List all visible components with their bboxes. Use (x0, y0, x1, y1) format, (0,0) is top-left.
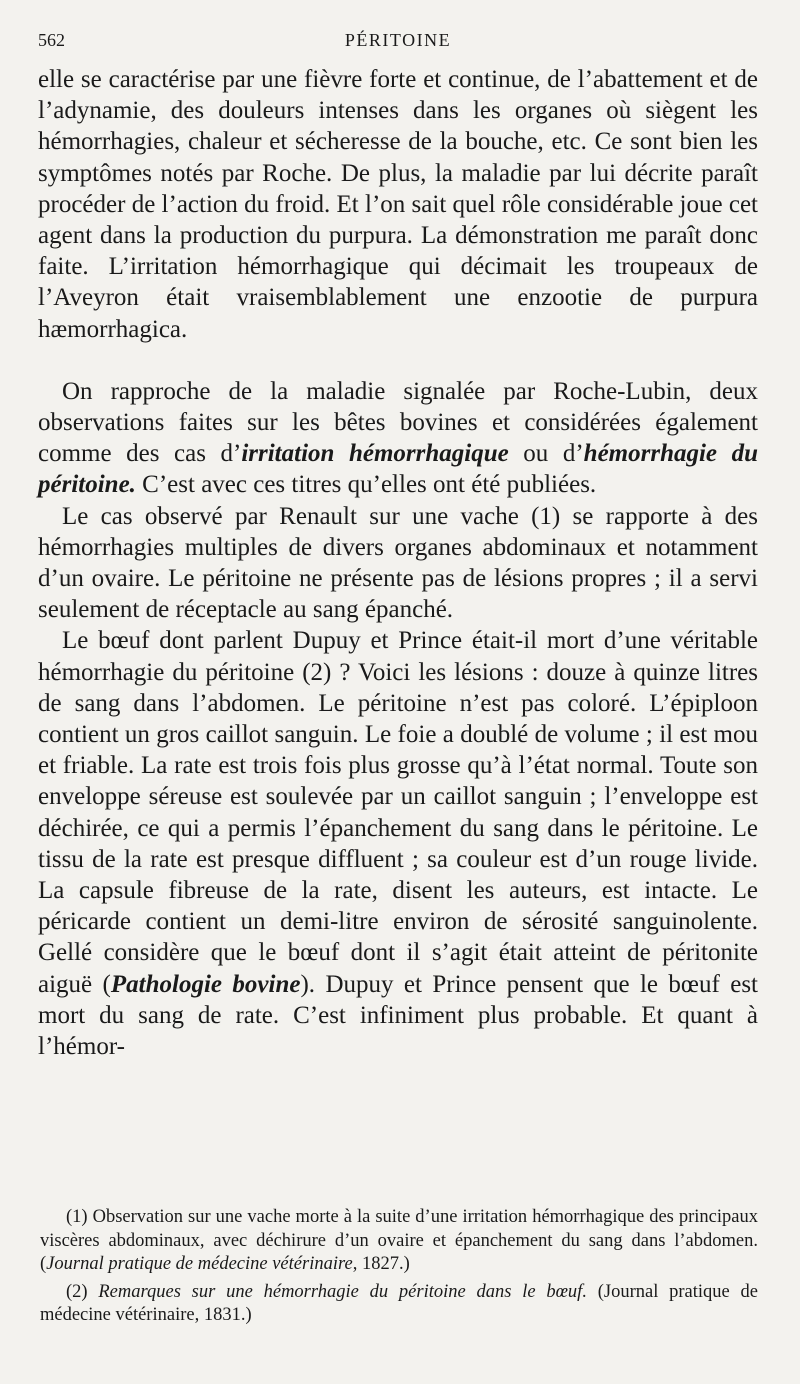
italic-term: irritation hémorrhagique (241, 440, 509, 468)
paragraph-text: On rapproche de la maladie signalée par Roche-Lubin, deux observations faites sur les bêtes bovines et considérées également comme des cas d’ (38, 377, 758, 468)
paragraph-text: C’est avec ces titres qu’elles ont été publiées. (135, 471, 597, 499)
paragraph-text: Le cas observé par Renault sur une vache (1) se rapporte à des hémorrhagies multiples de divers organes abdominaux et notamment d’un ovaire. Le péritoine ne présente pas de lésions propres ; il a servi seulement de réceptacle au sang épanché. (38, 502, 758, 624)
page-header (38, 30, 758, 60)
footnote-text: (2) (66, 1281, 99, 1302)
paragraph-text: ). Dupuy et Prince pensent que le bœuf est mort du sang de rate. C’est infiniment plus probable. Et quant à l’hémor- (38, 970, 759, 1061)
footnote (40, 1206, 758, 1277)
footnote-text: (Journal pratique de médecine vétérinaire, 1831.) (40, 1281, 758, 1325)
footnote-italic: Journal pratique de médecine vétérinaire (46, 1254, 353, 1274)
footnote-text: (1) Observation sur une vache morte à la suite d’une irritation hémorrhagique des principaux viscères abdominaux, avec déchirure d’un ovaire et épanchement du sang dans l’abdomen. ( (40, 1207, 758, 1274)
running-head: PÉRITOINE (344, 30, 452, 50)
paragraph-text: elle se caractérise par une fièvre forte et continue, de l’abattement et de l’adynamie, des douleurs intenses dans les organes où siègent les hémorrhagies, chaleur et sécheresse de la bouche, etc. Ce sont bien les symptômes notés par Roche. De plus, la maladie par lui décrite paraît procéder de l’action du froid. Et l’on sait quel rôle considérable joue cet agent dans la production du purpura. La démonstration me paraît donc faite. L’irritation hémorrhagique qui décimait les troupeaux de l’Aveyron était vraisemblablement une enzootie de purpura hæmorrhagica. (38, 66, 758, 343)
footnote (40, 1281, 758, 1328)
body-text (38, 64, 758, 1062)
paragraph-text: ou d’ (508, 440, 584, 468)
italic-title: Pathologie bovine (110, 970, 301, 998)
paragraph (38, 64, 758, 345)
footnote-text: , 1827.) (352, 1254, 410, 1274)
paragraph (38, 501, 758, 626)
footnotes (40, 1206, 758, 1328)
footnote-italic: Remarques sur une hémorrhagie du péritoine dans le bœuf. (98, 1281, 587, 1302)
paragraph (38, 625, 758, 1062)
page-number: 562 (38, 30, 65, 50)
paragraph-text: Le bœuf dont parlent Dupuy et Prince était-il mort d’une véritable hémorrhagie du péritoine (2) ? Voici les lésions : douze à quinze litres de sang dans l’abdomen. Le péritoine n’est pas coloré. L’épiploon contient un gros caillot sanguin. Le foie a doublé de volume ; il est mou et friable. La rate est trois fois plus grosse qu’à l’état normal. Toute son enveloppe séreuse est soulevée par un caillot sanguin ; l’enveloppe est déchirée, ce qui a permis l’épanchement du sang dans le péritoine. Le tissu de la rate est presque diffluent ; sa couleur est d’un rouge livide. La capsule fibreuse de la rate, disent les auteurs, est intacte. Le péricarde contient un demi-litre environ de sérosité sanguinolente. Gellé considère que le bœuf dont il s’agit était atteint de péritonite aiguë ( (38, 627, 758, 998)
paragraph (38, 376, 758, 501)
italic-term: hémorrhagie du péritoine. (38, 440, 758, 499)
